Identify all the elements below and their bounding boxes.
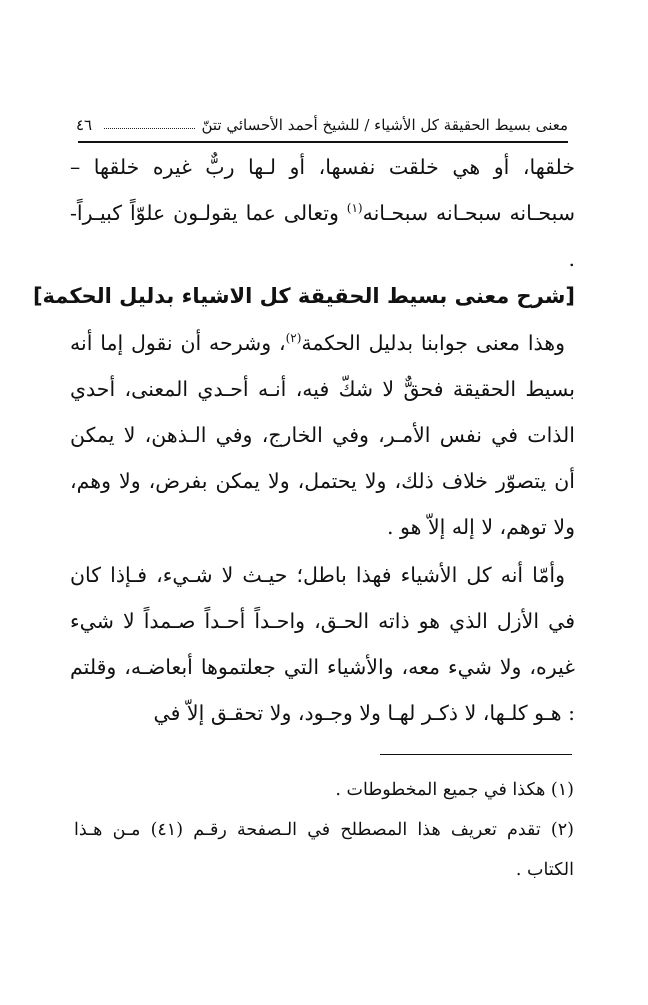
page-number: ٤٦	[76, 116, 93, 134]
paragraph-1	[70, 144, 575, 282]
footnote-ref-2[interactable]: (٢)	[285, 331, 302, 346]
paragraph-3	[70, 552, 575, 736]
paragraph-1-text: خلقها، أو هي خلقت نفسها، أو لـها ربٌّ غيره خلقها – سبحـانه سبحـانه سبحـانه	[70, 155, 575, 225]
footnotes	[74, 770, 574, 890]
paragraph-2-rest: ، وشرحه أن نقول إما أنه بسيط الحقيقة فحقٌّ لا شكّ فيه، أنـه أحـدي المعنى، أحدي الذات في نفس الأمـر، وفي الخارج، وفي الـذهن، لا يمكن أن يتصوّر خلاف ذلك، ولا يحتمل، ولا يمكن بفرض، ولا وهم، ولا توهم، لا إله إلاّ هو .	[70, 331, 575, 539]
paragraph-2-start: وهذا معنى جوابنا بدليل الحكمة	[301, 331, 565, 355]
footnote-2: (٢) تقدم تعريف هذا المصطلح في الـصفحة رقـم (٤١) مـن هـذا الكتاب .	[74, 820, 574, 880]
paragraph-2	[70, 320, 575, 550]
running-header	[76, 104, 568, 134]
header-rule	[78, 141, 568, 143]
paragraph-3-text: وأمّا أنه كل الأشياء فهذا باطل؛ حيـث لا شـيء، فـإذا كان في الأزل الذي هو ذاته الحـق، واحـداً أحـداً صـمداً لا شيء غيره، ولا شيء معه، والأشياء التي جعلتموها أبعاضـه، وقلتم : هـو كلـها، لا ذكـر لهـا ولا وجـود، ولا تحقـق إلاّ في	[70, 563, 575, 725]
header-title: معنى بسيط الحقيقة كل الأشياء / للشيخ أحمد الأحسائي تتنّ	[201, 116, 568, 134]
footnote-1: (١) هكذا في جميع المخطوطات .	[335, 780, 574, 800]
footnote-ref-1[interactable]: (١)	[346, 201, 363, 216]
section-heading: [شرح معنى بسيط الحقيقة كل الاشياء بدليل الحكمة]	[32, 284, 575, 308]
footnote-separator	[380, 754, 572, 755]
paragraph-1-tail: وتعالى عما يقولـون علوّاً كبيـراً- .	[70, 201, 575, 271]
header-dot-leader	[104, 128, 195, 129]
